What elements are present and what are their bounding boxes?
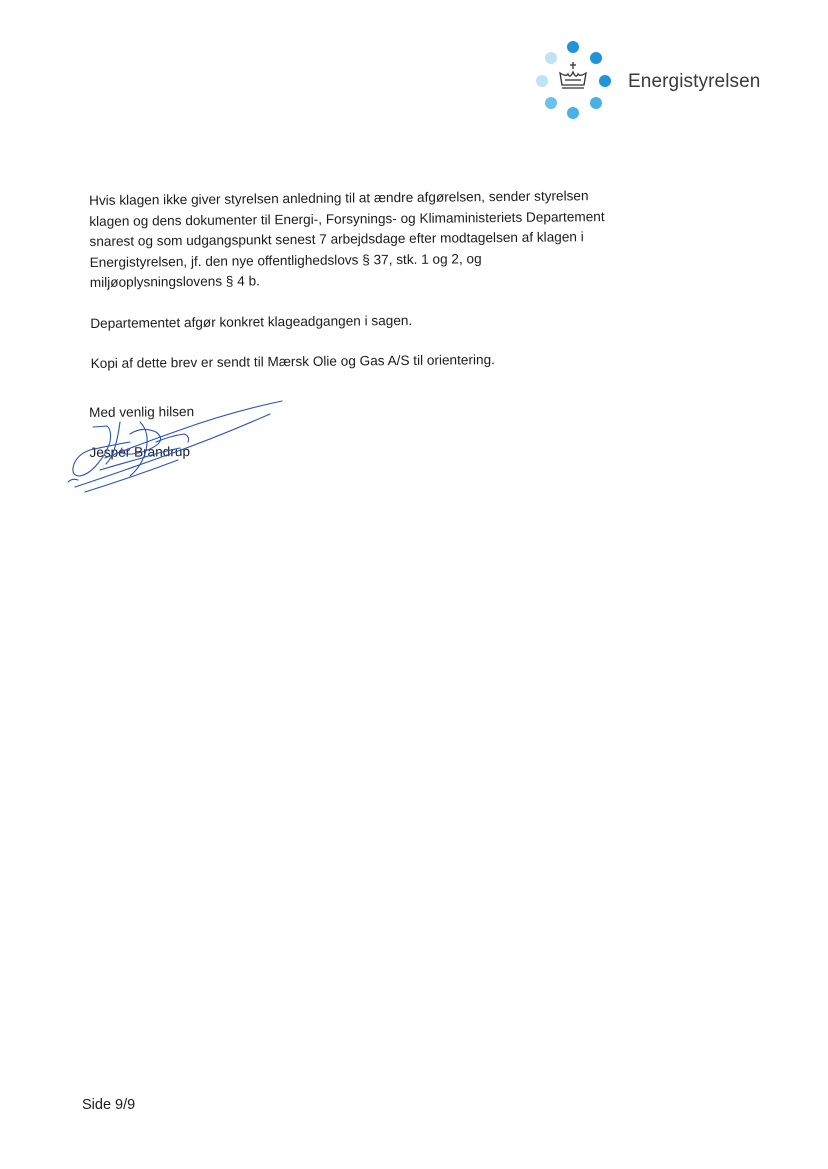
- header-logo: [532, 36, 772, 126]
- crown-with-dots-icon: [532, 36, 622, 126]
- paragraph-appeal-procedure: Hvis klagen ikke giver styrelsen anledning til at ændre afgørelsen, sender styrelsen klagen og dens dokumenter til Energi-, Forsynings- og Klimaministeriets Departement snarest og som udgangspunkt senest 7 arbejdsdage efter modtagelsen af klagen i Energistyrelsen, jf. den nye offentlighedslovs § 37, stk. 1 og 2, og miljøoplysningslovens § 4 b.: [89, 188, 605, 290]
- paragraph-department: Departementet afgør konkret klageadgangen i sagen.: [90, 312, 413, 331]
- logo-name: Energistyrelsen: [628, 71, 761, 92]
- page-number: Side 9/9: [82, 1097, 136, 1113]
- handwritten-signature: [60, 392, 295, 507]
- paragraph-copy-notice: Kopi af dette brev er sendt til Mærsk Olie og Gas A/S til orientering.: [90, 352, 495, 371]
- letter-body: [89, 186, 631, 395]
- signer-name: Jesper Brandrup: [89, 444, 191, 460]
- closing-greeting: Med venlig hilsen: [89, 403, 195, 420]
